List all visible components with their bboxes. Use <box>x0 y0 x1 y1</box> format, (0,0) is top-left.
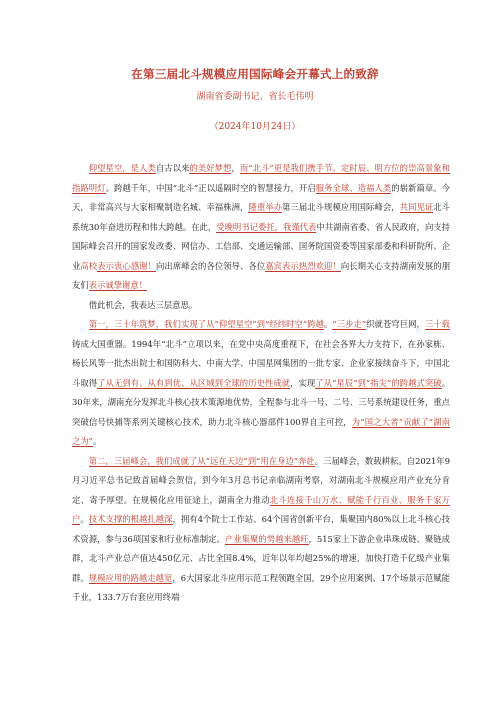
text-run: 。跨越千年，中国“北斗”正以遥隔时空的智慧接力，开启 <box>105 182 316 193</box>
highlighted-text: 了从无到有、从有到优、从区域到全球的历史性成就 <box>97 377 291 388</box>
paragraph <box>72 315 450 452</box>
red-text: 高校 <box>80 260 98 271</box>
highlighted-text: 第一，三十年筑梦，我们实现了从“仰望星空”到“经纬时空”跨越 <box>88 319 324 329</box>
highlighted-text: 产业集聚的势越来越旺 <box>224 533 309 544</box>
text-run: ，515家上下游企业串珠成链、聚链成群，北斗产业总产值达450亿元、占比全国8.4%，近年以年均超25%的增速，加快打造千亿级产业集群。 <box>72 533 450 583</box>
highlighted-text: 技术支撑的根越扎越深 <box>88 514 173 524</box>
text-run: 。30年来，湖南充分发挥北斗核心技术策源地优势，全程参与北斗一号、二号、三号系统建设任务，重点突破信号快捕等系列关键核心技术，助力北斗核心器部件100界自主可控， <box>72 377 450 427</box>
text-run: ， <box>231 163 240 173</box>
highlighted-text: 隆重举办 <box>248 202 283 212</box>
text-run: 向出席峰会的各位领导、各位 <box>156 260 266 271</box>
text-run: ，实现 <box>290 377 316 388</box>
highlighted-text: 共同见证 <box>399 202 434 212</box>
highlighted-text: 嘉宾表示热烈欢迎！ <box>265 260 341 271</box>
text-run: 借此机会，我表达三层意思。 <box>88 299 198 310</box>
highlighted-text: “三步走” <box>332 319 367 329</box>
paragraph <box>72 296 450 316</box>
text-run: 。 <box>324 319 333 329</box>
text-run: 的崭新篇章。今天，非常高兴与大家相聚制造名城、幸福株洲， <box>72 182 451 212</box>
highlighted-text: 三十载 <box>424 319 451 329</box>
document-body <box>72 159 450 608</box>
text-run: ，拥有4个院士工作站、64个国省创新平台，集聚国内80%以上北斗核心技术资源，参与36项国家和行业标准制定。 <box>72 514 451 544</box>
text-run: 。三届峰会，数载耕耘。自2021年9月习近平总书记致首届峰会贺信，到今年3月总书记亲临湖南考察，对湖南北斗规模应用产业充分肯定、寄予厚望。在规模化应用征途上，湖南全力推动 <box>72 455 451 505</box>
text-run: 向长期关心支持湖南发展的朋友们 <box>72 260 451 290</box>
highlighted-text: 了从“星辰”到“指尖”的跨越式突破 <box>315 377 442 388</box>
highlighted-text: 仰望星空，是人类 <box>88 163 156 173</box>
text-run: 自古以来 <box>155 163 190 173</box>
text-run: 中共湖南省委、省人民政府，向支持国际峰会召开的国家发改委、网信办、工信部、交通运输部、国务院国资委等国家部委和科研院所、企业 <box>72 221 451 271</box>
document-date: （2024年10月24日） <box>209 122 301 132</box>
text-run: 。 <box>80 514 89 524</box>
text-run: 铸成大国重器。1994年“北斗”立项以来，在党中央高度重视下，在社会各界大力支持下，在孙家栋、杨长风等一批杰出院士和国防科大、中南大学、中国星网集团的一批专家、企业家接续奋斗下，中国北斗取得 <box>72 338 450 388</box>
highlighted-text: 的美好梦想 <box>189 163 232 173</box>
highlighted-text: 表示诚挚谢意！ <box>88 280 148 290</box>
text-run: 织就苍穹巨网， <box>366 319 425 329</box>
highlighted-text: 受晚明书记委托，我谨代表 <box>216 221 317 232</box>
highlighted-text: 北斗连接千山万水、赋能千行百业、服务千家万户 <box>72 494 451 524</box>
highlighted-text: 表示衷心感谢！ <box>97 260 157 271</box>
highlighted-text: 第二，三届峰会，我们成就了从“远在天边”到“用在身边”奔赴 <box>88 455 315 466</box>
document-title: 在第三届北斗规模应用国际峰会开幕式上的致辞 <box>131 67 379 81</box>
text-run: 。 <box>92 436 102 446</box>
document-author: 湖南省委副书记、省长毛伟明 <box>196 92 314 102</box>
text-run: ，6大国家北斗应用示范工程领跑全国，29个应用案例、17个场景示范赋能千业，133.7万台套应用终端 <box>72 572 450 602</box>
highlighted-text: 规模应用的路越走越宽 <box>88 572 173 583</box>
paragraph <box>72 452 450 608</box>
text-run: 北斗系统30年奋进历程和伟大跨越。在此， <box>72 202 451 232</box>
text-run: 第三届北斗规模应用国际峰会， <box>282 202 400 212</box>
highlighted-text: 为“国之大者”贡献了“湖南之为” <box>72 416 450 446</box>
paragraph <box>72 159 450 296</box>
highlighted-text: 服务全球、造福人类 <box>315 182 392 193</box>
highlighted-text: 而“北斗”更是我们携手节、定时辰、明方位的崇高景象和指路明灯 <box>72 163 451 193</box>
